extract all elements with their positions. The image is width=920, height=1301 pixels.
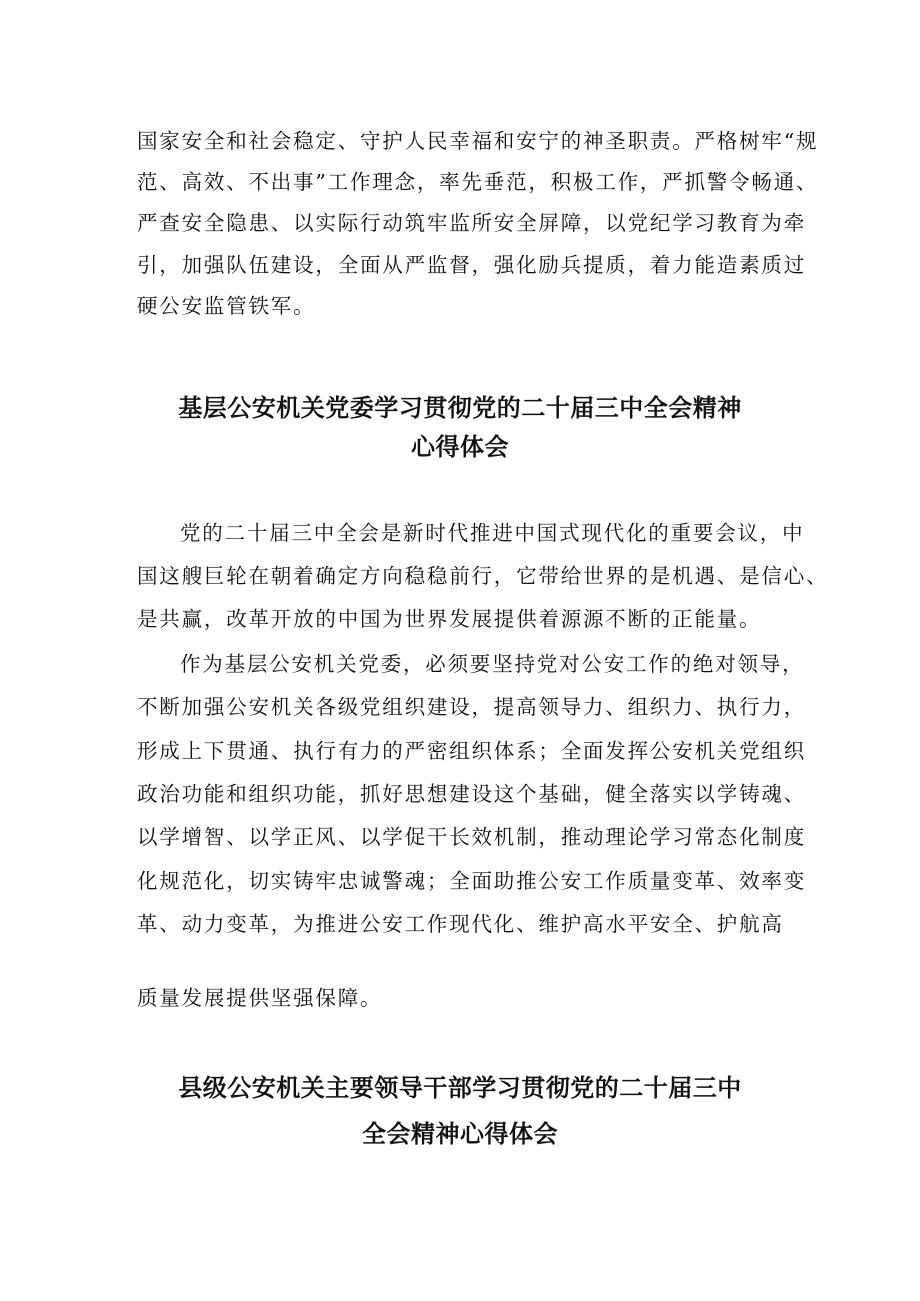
section-title-line: 基层公安机关党委学习贯彻党的二十届三中全会精神 [178, 394, 742, 422]
paragraph-line: 质量发展提供坚强保障。 [137, 986, 383, 1010]
paragraph-line: 化规范化，切实铸牢忠诚警魂；全面助推公安工作质量变革、效率变 [137, 869, 806, 893]
paragraph-line: 党的二十届三中全会是新时代推进中国式现代化的重要会议，中 [180, 521, 805, 545]
paragraph-line: 严查安全隐患、以实际行动筑牢监所安全屏障，以党纪学习教育为牵 [137, 211, 806, 235]
paragraph-line: 革、动力变革，为推进公安工作现代化、维护高水平安全、护航高 [137, 912, 784, 936]
paragraph-line: 国家安全和社会稳定、守护人民幸福和安宁的神圣职责。严格树牢“规 [137, 129, 819, 153]
paragraph-line: 范、高效、不出事”工作理念，率先垂范，积极工作，严抓警令畅通、 [137, 170, 819, 194]
paragraph-line: 国这艘巨轮在朝着确定方向稳稳前行，它带给世界的是机遇、是信心、 [137, 564, 829, 588]
paragraph-line: 是共赢，改革开放的中国为世界发展提供着源源不断的正能量。 [137, 607, 762, 631]
paragraph-line: 硬公安监管铁军。 [137, 294, 316, 318]
section-title-line: 全会精神心得体会 [362, 1120, 558, 1148]
paragraph-line: 作为基层公安机关党委，必须要坚持党对公安工作的绝对领导， [180, 652, 805, 676]
paragraph-line: 引，加强队伍建设，全面从严监督，强化励兵提质，着力能造素质过 [137, 253, 806, 277]
section-title-line: 县级公安机关主要领导干部学习贯彻党的二十届三中 [178, 1074, 742, 1102]
paragraph-line: 政治功能和组织功能，抓好思想建设这个基础，健全落实以学铸魂、 [137, 782, 806, 806]
section-title-line: 心得体会 [411, 433, 509, 461]
paragraph-line: 以学增智、以学正风、以学促干长效机制，推动理论学习常态化制度 [137, 825, 806, 849]
paragraph-line: 不断加强公安机关各级党组织建设，提高领导力、组织力、执行力， [137, 695, 806, 719]
paragraph-line: 形成上下贯通、执行有力的严密组织体系；全面发挥公安机关党组织 [137, 739, 806, 763]
